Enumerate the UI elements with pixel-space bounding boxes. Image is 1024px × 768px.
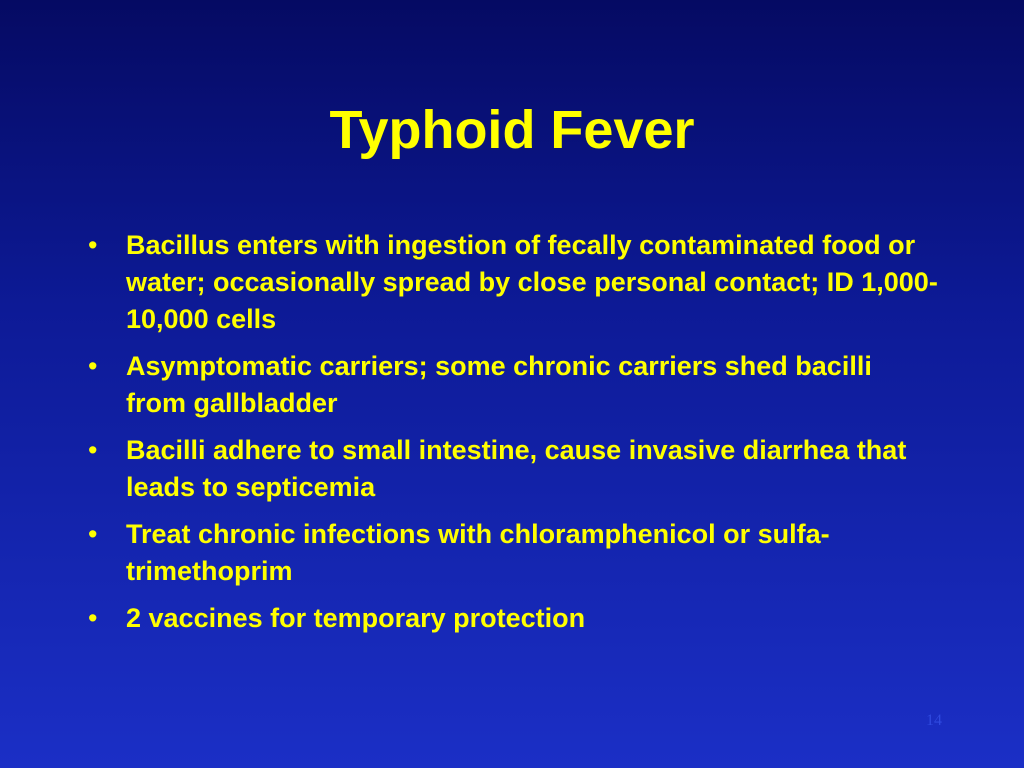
bullet-text: Bacillus enters with ingestion of fecally contaminated food or water; occasionally spread by close personal contact; ID 1,000-10,000 cells xyxy=(126,230,938,334)
slide-title: Typhoid Fever xyxy=(329,100,695,160)
bullet-text: Treat chronic infections with chloramphenicol or sulfa-trimethoprim xyxy=(126,519,830,586)
bullet-text: Asymptomatic carriers; some chronic carriers shed bacilli from gallbladder xyxy=(126,351,872,418)
bullet-item xyxy=(88,600,938,637)
bullet-marker: • xyxy=(88,435,98,465)
bullet-text: Bacilli adhere to small intestine, cause invasive diarrhea that leads to septicemia xyxy=(126,435,907,502)
bullet-marker: • xyxy=(88,230,98,260)
bullet-marker: • xyxy=(88,603,98,633)
bullet-item xyxy=(88,227,938,338)
bullet-text: 2 vaccines for temporary protection xyxy=(126,603,586,633)
bullet-marker: • xyxy=(88,351,98,381)
slide-number: 14 xyxy=(926,712,942,729)
bullet-marker: • xyxy=(88,519,98,549)
bullet-list xyxy=(88,227,938,647)
bullet-item xyxy=(88,348,938,422)
bullet-item xyxy=(88,516,938,590)
bullet-item xyxy=(88,432,938,506)
